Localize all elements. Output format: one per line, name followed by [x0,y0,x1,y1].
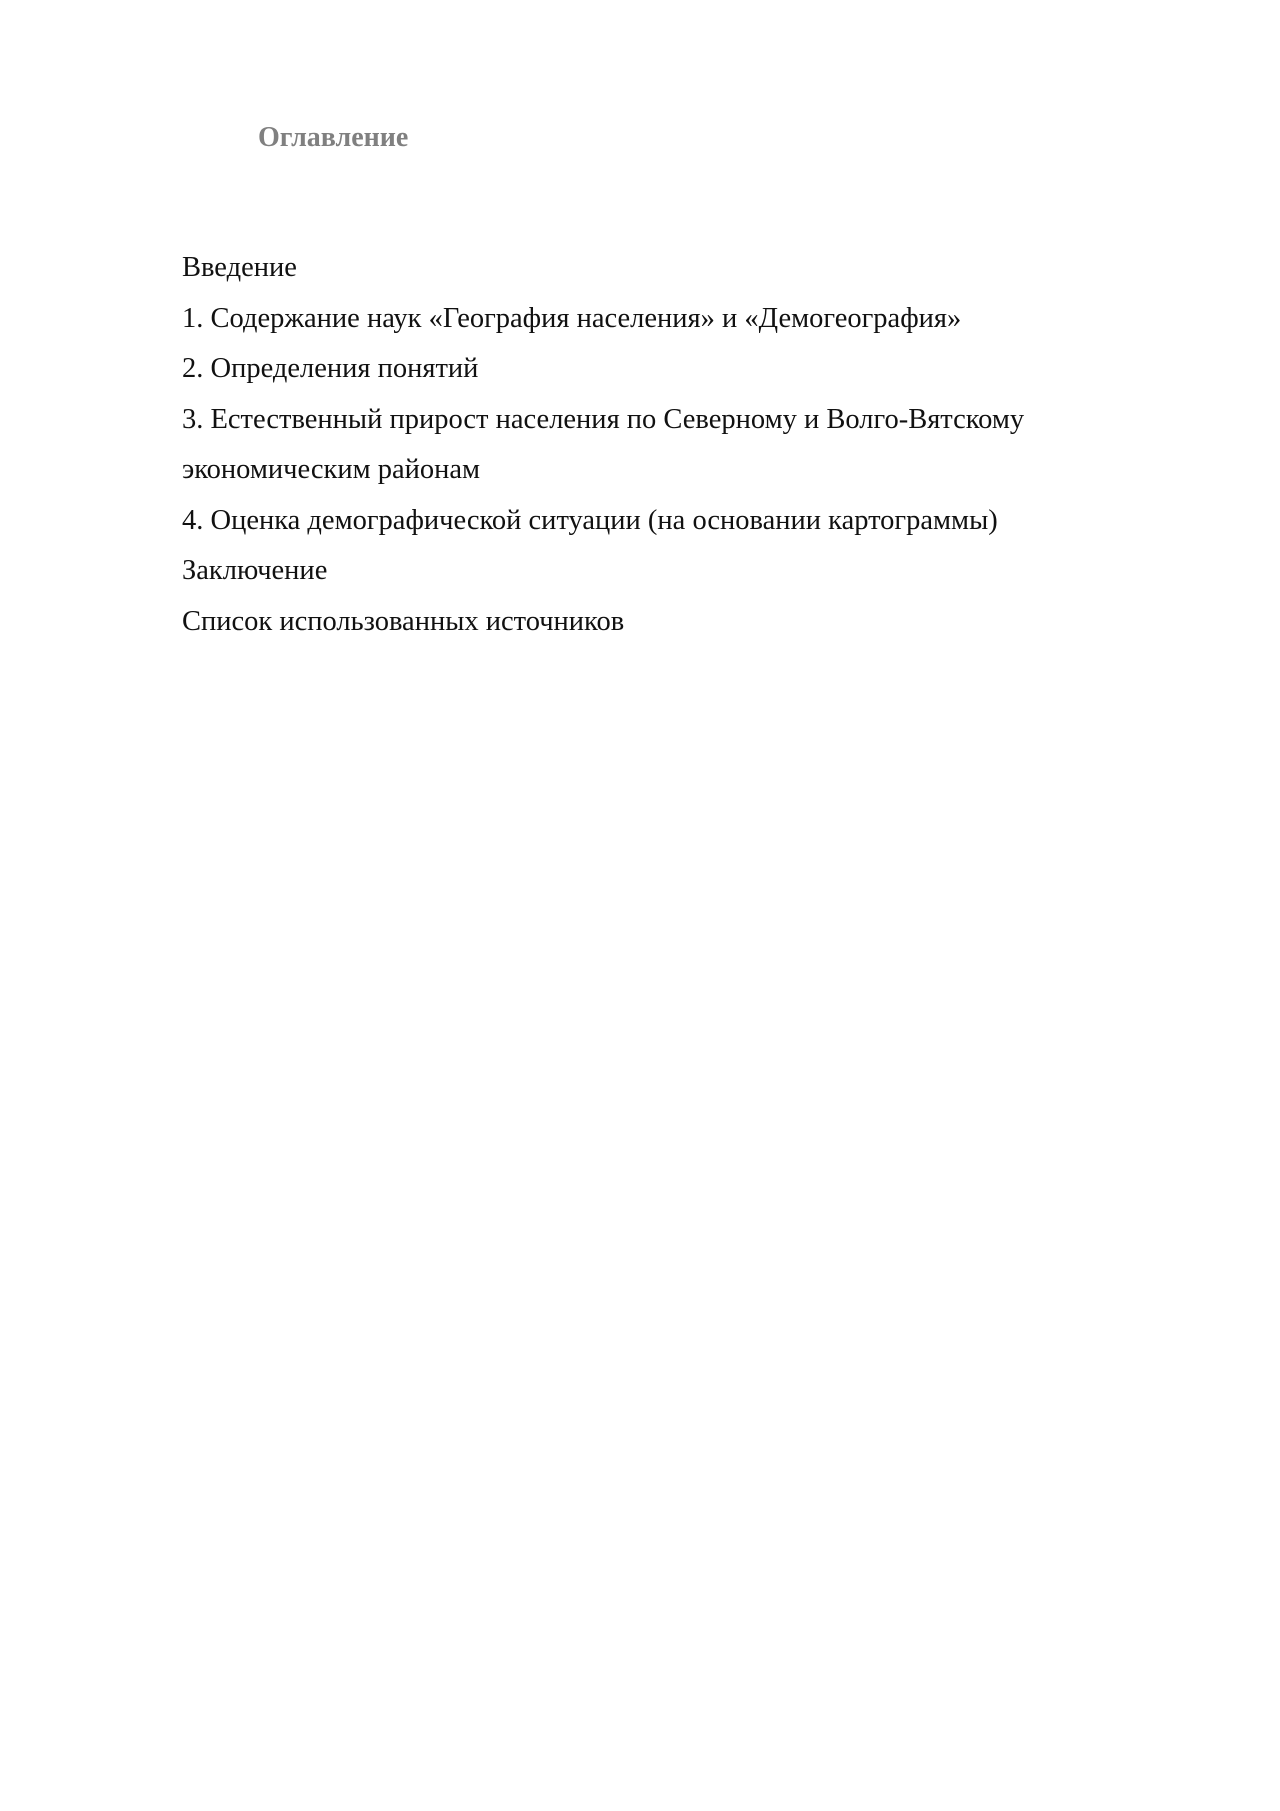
toc-heading: Оглавление [258,122,409,153]
toc-item-section-4: 4. Оценка демографической ситуации (на основании картограммы) [182,504,998,536]
toc-item-section-3: 3. Естественный прирост населения по Северному и Волго-Вятскому экономическим районам [182,403,1025,485]
toc-item-conclusion: Заключение [182,555,328,586]
toc-item-references: Список использованных источников [182,605,625,637]
toc-item-section-1: 1. Содержание наук «География населения» и «Демогеография» [182,302,962,334]
toc-item-section-2: 2. Определения понятий [182,353,479,384]
table-of-contents [182,243,1102,647]
toc-item-introduction: Введение [182,252,297,283]
